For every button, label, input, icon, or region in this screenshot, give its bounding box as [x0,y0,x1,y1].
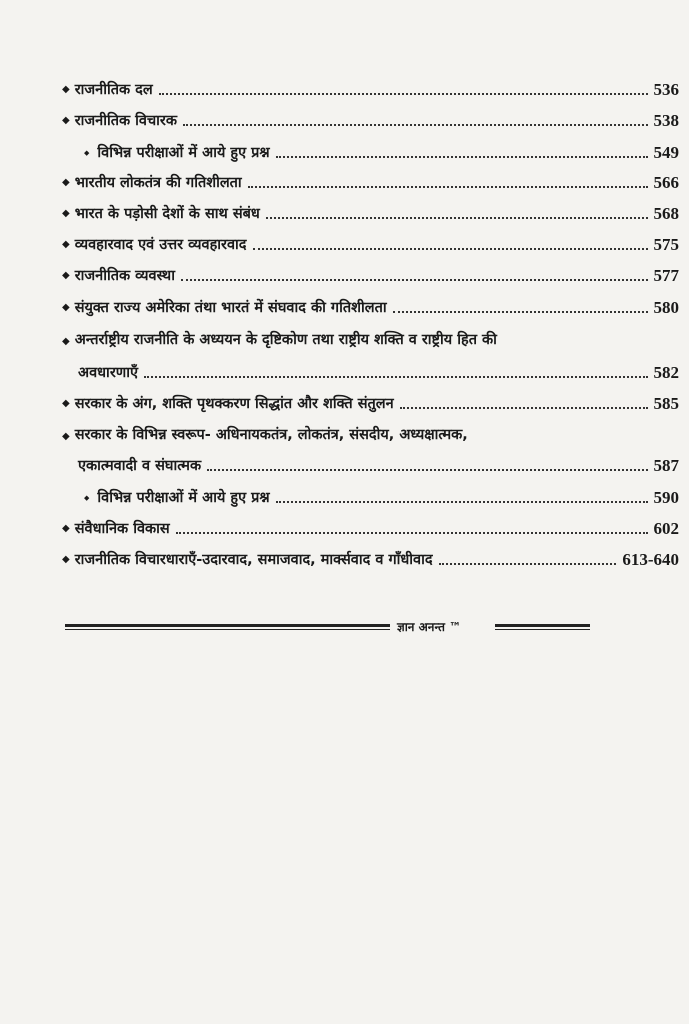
diamond-icon: ◆ [62,270,70,281]
diamond-icon: ◆ [62,208,70,219]
toc-subentry: ◆ विभिन्न परीक्षाओं में आये हुए प्रश्न 549 [84,143,679,162]
dot-leader [248,186,648,188]
dot-leader [253,248,648,250]
toc-entry: ◆ संयुक्त राज्य अमेरिका तंथा भारतं में संघवाद की गतिशीलता 580 [62,298,679,317]
divider [65,624,390,630]
toc-entry: ◆ राजनीतिक विचारधाराएँ-उदारवाद, समाजवाद, मार्क्सवाद व गाँधीवाद 613-640 [62,550,679,569]
footer-ornament [65,620,595,636]
dot-leader [393,311,648,313]
toc-entry: ◆ राजनीतिक व्यवस्था 577 [62,266,679,285]
toc-subentry: ◆ विभिन्न परीक्षाओं में आये हुए प्रश्न 590 [84,488,679,507]
toc-entry: ◆ भारत के पड़ोसी देशों के साथ संबंध 568 [62,204,679,223]
toc-entry: ◆ व्यवहारवाद एवं उत्तर व्यवहारवाद 575 [62,235,679,254]
dot-leader [144,376,647,378]
dot-leader [183,124,647,126]
diamond-icon: ◆ [62,239,70,250]
diamond-icon: ◆ [62,398,70,409]
toc-entry: ◆ राजनीतिक विचारक 538 [62,111,679,130]
dot-leader [176,532,648,534]
dot-leader [266,217,648,219]
divider [495,624,590,630]
dot-leader [207,469,647,471]
diamond-icon: ◆ [62,302,70,313]
diamond-icon: ◆ [84,149,90,157]
toc-entry-line1: ◆ सरकार के विभिन्न स्वरूप- अधिनायकतंत्र, लोकतंत्र, संसदीय, अध्यक्षात्मक, [62,427,468,443]
diamond-icon: ◆ [62,336,70,347]
diamond-icon: ◆ [62,84,70,95]
dot-leader [439,563,617,565]
toc-entry: ◆ भारतीय लोकतंत्र की गतिशीलता 566 [62,173,679,192]
dot-leader [159,93,648,95]
dot-leader [181,279,648,281]
diamond-icon: ◆ [62,523,70,534]
toc-entry: एकात्मवादी व संघात्मक 587 [78,456,679,475]
toc-entry: ◆ सरकार के अंग, शक्ति पृथक्करण सिद्धांत और शक्ति संतुलन 585 [62,394,679,413]
diamond-icon: ◆ [62,554,70,565]
diamond-icon: ◆ [62,115,70,126]
dot-leader [400,407,648,409]
diamond-icon: ◆ [84,494,90,502]
diamond-icon: ◆ [62,431,70,442]
toc-entry-line1: ◆ अन्तर्राष्ट्रीय राजनीति के अध्ययन के दृष्टिकोण तथा राष्ट्रीय शक्ति व राष्ट्रीय हित की [62,332,497,348]
diamond-icon: ◆ [62,177,70,188]
dot-leader [276,156,648,158]
toc-entry: अवधारणाएँ 582 [78,363,679,382]
toc-entry: ◆ संवैधानिक विकास 602 [62,519,679,538]
toc-entry: ◆ राजनीतिक दल 536 [62,80,679,99]
publisher-logo: ज्ञान अनन्त ™ [397,620,462,634]
dot-leader [276,501,648,503]
